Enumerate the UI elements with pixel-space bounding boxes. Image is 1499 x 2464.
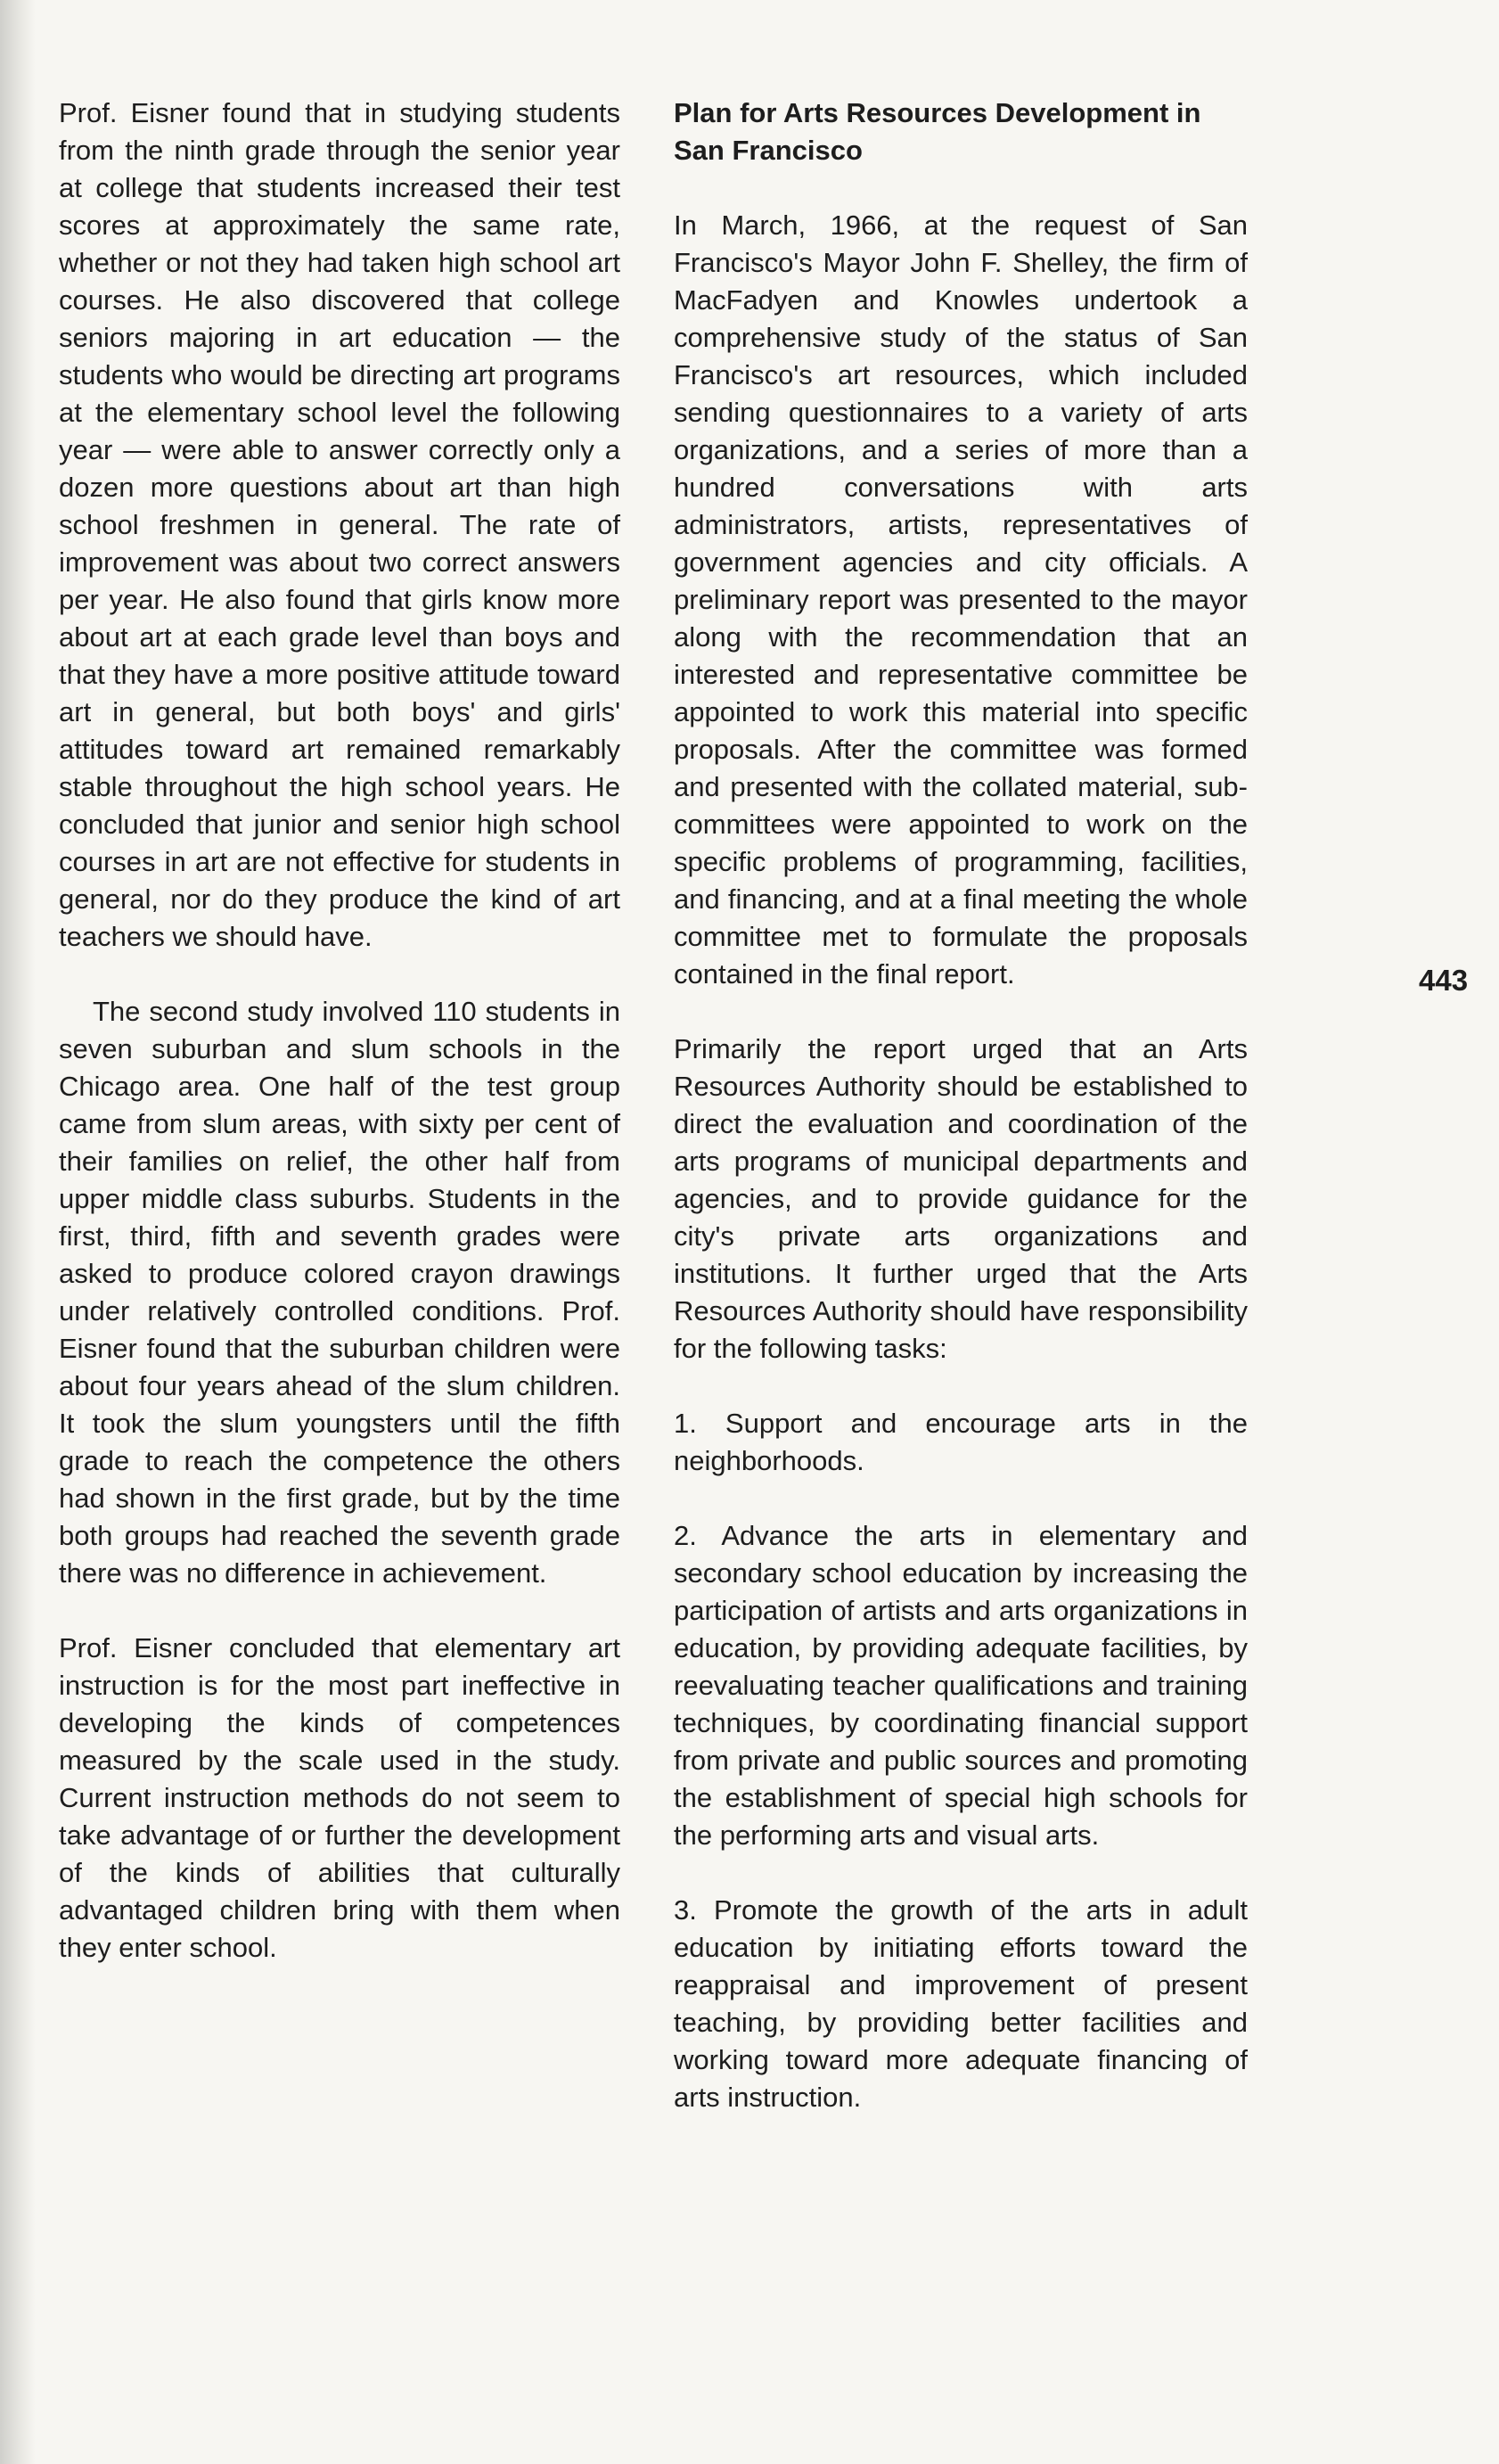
left-column	[59, 94, 620, 2004]
spine-shadow	[0, 0, 36, 2464]
left-paragraph-1: Prof. Eisner found that in studying students from the ninth grade through the senior year at college that students increased their test scores at approximately the same rate, whether or not they had taken high school art courses. He also discovered that college seniors majoring in art education — the students who would be directing art programs at the elementary school level the following year — were able to answer correctly only a dozen more questions about art than high school freshmen in general. The rate of improvement was about two correct answers per year. He also found that girls know more about art at each grade level than boys and that they have a more positive attitude toward art in general, but both boys' and girls' attitudes toward art remained remarkably stable throughout the high school years. He concluded that junior and senior high school courses in art are not effective for students in general, nor do they produce the kind of art teachers we should have.	[59, 97, 620, 952]
right-paragraph-2: Primarily the report urged that an Arts Resources Authority should be established to direct the evaluation and coordination of the arts programs of municipal departments and agencies, and to provide guidance for the city's private arts organizations and institutions. It further urged that the Arts Resources Authority should have responsibility for the following tasks:	[674, 1033, 1248, 1364]
left-paragraph-2: The second study involved 110 students in seven suburban and slum schools in the Chicago area. One half of the test group came from slum areas, with sixty per cent of their families on relief, the other half from upper middle class suburbs. Students in the first, third, fifth and seventh grades were asked to produce colored crayon drawings under relatively controlled conditions. Prof. Eisner found that the suburban children were about four years ahead of the slum children. It took the slum youngsters until the fifth grade to reach the competence the others had shown in the first grade, but by the time both groups had reached the seventh grade there was no difference in achievement.	[59, 996, 620, 1589]
page-number: 443	[1419, 964, 1469, 997]
task-item-2: 2. Advance the arts in elementary and secondary school education by increasing the participation of artists and arts organizations in education, by providing adequate facilities, by reevaluating teacher qualifications and training techniques, by coordinating financial support from private and public sources and promoting the establishment of special high schools for the performing arts and visual arts.	[674, 1520, 1248, 1851]
section-heading: Plan for Arts Resources Development in San Francisco	[674, 97, 1201, 166]
right-column	[674, 94, 1248, 2154]
task-item-3: 3. Promote the growth of the arts in adult education by initiating efforts toward the reappraisal and improvement of present teaching, by providing better facilities and working toward more adequate financing of arts instruction.	[674, 1894, 1248, 2113]
task-item-1: 1. Support and encourage arts in the neighborhoods.	[674, 1408, 1248, 1476]
right-paragraph-1: In March, 1966, at the request of San Francisco's Mayor John F. Shelley, the firm of MacFadyen and Knowles undertook a comprehensive study of the status of San Francisco's art resources, which included sending questionnaires to a variety of arts organizations, and a series of more than a hundred conversations with arts administrators, artists, representatives of government agencies and city officials. A preliminary report was presented to the mayor along with the recommendation that an interested and representative committee be appointed to work this material into specific proposals. After the committee was formed and presented with the collated material, sub-committees were appointed to work on the specific problems of programming, facilities, and financing, and at a final meeting the whole committee met to formulate the proposals contained in the final report.	[674, 209, 1248, 990]
left-paragraph-3: Prof. Eisner concluded that elementary art instruction is for the most part ineffective in developing the kinds of competences measured by the scale used in the study. Current instruction methods do not seem to take advantage of or further the development of the kinds of abilities that culturally advantaged children bring with them when they enter school.	[59, 1632, 620, 1963]
